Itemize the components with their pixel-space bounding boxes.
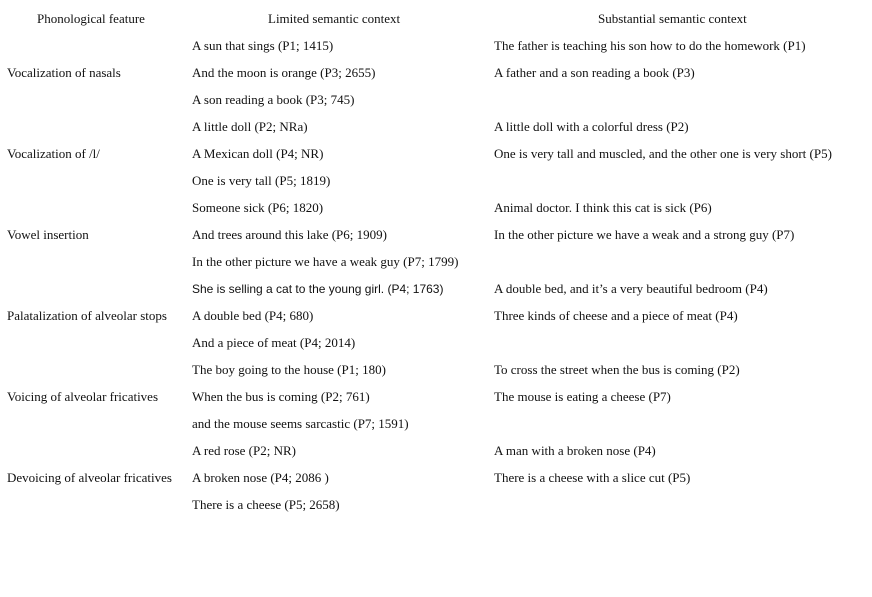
table-row [0,146,872,173]
substantial-cell: Animal doctor. I think this cat is sick (P6) [494,200,712,215]
substantial-cell: The father is teaching his son how to do the homework (P1) [494,38,806,53]
limited-cell: A broken nose (P4; 2086 ) [192,470,329,485]
limited-cell: A little doll (P2; NRa) [192,119,308,134]
substantial-cell: To cross the street when the bus is coming (P2) [494,362,740,377]
limited-cell: There is a cheese (P5; 2658) [192,497,340,512]
substantial-cell: A man with a broken nose (P4) [494,443,656,458]
table-row [0,119,872,146]
table-row [0,308,872,335]
limited-cell: A double bed (P4; 680) [192,308,314,323]
limited-cell: The boy going to the house (P1; 180) [192,362,386,377]
table-row [0,254,872,281]
header-substantial-context: Substantial semantic context [598,11,747,26]
table-row [0,227,872,254]
feature-cell: Devoicing of alveolar fricatives [7,470,172,485]
table-row [0,497,872,524]
header-phonological-feature: Phonological feature [37,11,145,26]
table-row [0,335,872,362]
limited-cell: A sun that sings (P1; 1415) [192,38,334,53]
table-row [0,92,872,119]
substantial-cell: The mouse is eating a cheese (P7) [494,389,671,404]
feature-cell: Vowel insertion [7,227,89,242]
limited-cell: And a piece of meat (P4; 2014) [192,335,356,350]
header-limited-context: Limited semantic context [268,11,401,26]
limited-cell: When the bus is coming (P2; 761) [192,389,370,404]
table-row [0,281,872,308]
substantial-cell: One is very tall and muscled, and the other one is very short (P5) [494,146,832,161]
substantial-cell: Three kinds of cheese and a piece of meat (P4) [494,308,738,323]
table-row [0,200,872,227]
limited-cell: A Mexican doll (P4; NR) [192,146,324,161]
limited-cell: A son reading a book (P3; 745) [192,92,355,107]
limited-cell: And the moon is orange (P3; 2655) [192,65,376,80]
limited-cell: A red rose (P2; NR) [192,443,296,458]
limited-cell: In the other picture we have a weak guy (P7; 1799) [192,254,459,269]
feature-cell: Voicing of alveolar fricatives [7,389,159,404]
substantial-cell: There is a cheese with a slice cut (P5) [494,470,691,485]
limited-cell: Someone sick (P6; 1820) [192,200,324,215]
table-row [0,38,872,65]
table-row [0,173,872,200]
substantial-cell: A double bed, and it’s a very beautiful bedroom (P4) [494,281,768,296]
feature-cell: Vocalization of /l/ [7,146,100,161]
feature-cell: Palatalization of alveolar stops [7,308,167,323]
limited-cell: She is selling a cat to the young girl. (P4; 1763) [192,282,444,296]
substantial-cell: A little doll with a colorful dress (P2) [494,119,689,134]
limited-cell: and the mouse seems sarcastic (P7; 1591) [192,416,409,431]
table-row [0,416,872,443]
table-row [0,443,872,470]
feature-cell: Vocalization of nasals [7,65,121,80]
limited-cell: One is very tall (P5; 1819) [192,173,331,188]
table-row [0,65,872,92]
substantial-cell: In the other picture we have a weak and a strong guy (P7) [494,227,795,242]
table-row [0,362,872,389]
table-row [0,470,872,497]
substantial-cell: A father and a son reading a book (P3) [494,65,695,80]
table-row [0,389,872,416]
limited-cell: And trees around this lake (P6; 1909) [192,227,387,242]
